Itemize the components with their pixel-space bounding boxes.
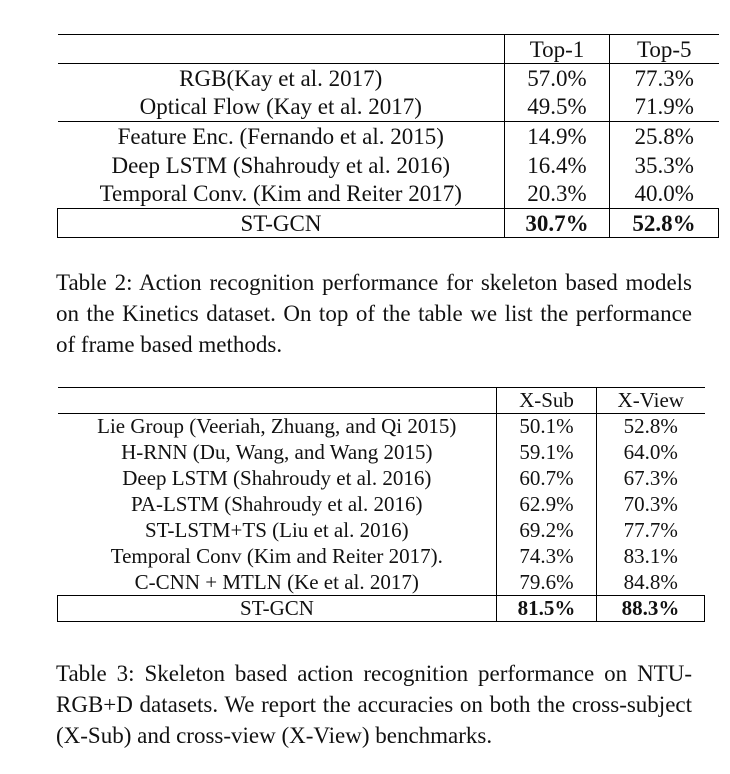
- top1-cell: 14.9%: [505, 122, 610, 151]
- xview-cell: 67.3%: [597, 466, 705, 492]
- xsub-cell: 69.2%: [497, 518, 597, 544]
- method-cell: Temporal Conv (Kim and Reiter 2017).: [110, 544, 443, 568]
- header-top1: Top-1: [505, 35, 610, 64]
- header-method: [58, 35, 505, 64]
- header-xview: X-View: [597, 388, 705, 414]
- table-row: [58, 518, 705, 544]
- table-row: [58, 440, 705, 466]
- table-row: [58, 570, 705, 596]
- top5-cell: 77.3%: [610, 64, 719, 93]
- top5-cell: 25.8%: [610, 122, 719, 151]
- top1-cell: 49.5%: [505, 93, 610, 122]
- table-row: [58, 466, 705, 492]
- method-cell: Deep LSTM (Shahroudy et al. 2016): [111, 152, 451, 178]
- method-cell: C-CNN + MTLN (Ke et al. 2017): [134, 569, 419, 594]
- xview-cell: 88.3%: [597, 596, 705, 622]
- method-cell: ST-GCN: [58, 209, 505, 238]
- xsub-cell: 62.9%: [497, 492, 597, 518]
- method-cell: ST-GCN: [58, 596, 497, 622]
- method-cell: Deep LSTM (Shahroudy et al. 2016): [122, 466, 432, 490]
- table-2-caption: Table 2: Action recognition performance for skeleton based models on the Kinetics dataset. On top of the table we list the performance of frame based methods.: [56, 270, 692, 357]
- header-method: [58, 388, 497, 414]
- top1-cell: 20.3%: [505, 180, 610, 209]
- xsub-cell: 60.7%: [497, 466, 597, 492]
- table-row-highlight: [58, 596, 705, 622]
- method-cell: Feature Enc. (Fernando et al. 2015): [58, 122, 505, 151]
- table-2: [57, 34, 719, 238]
- top5-cell: 52.8%: [610, 209, 719, 238]
- xsub-cell: 74.3%: [497, 544, 597, 570]
- xview-cell: 64.0%: [597, 440, 705, 466]
- header-top5: Top-5: [610, 35, 719, 64]
- xview-cell: 70.3%: [597, 492, 705, 518]
- method-cell: Lie Group (Veeriah, Zhuang, and Qi 2015): [58, 414, 497, 440]
- xview-cell: 83.1%: [597, 544, 705, 570]
- table-3: [57, 387, 705, 622]
- table-row: [58, 180, 719, 209]
- table-row: [58, 151, 719, 180]
- table-row-highlight: [58, 209, 719, 238]
- xsub-cell: 50.1%: [497, 414, 597, 440]
- table-row: [58, 544, 705, 570]
- top5-cell: 40.0%: [610, 180, 719, 209]
- table-row: [58, 414, 705, 440]
- xview-cell: 84.8%: [597, 570, 705, 596]
- top1-cell: 16.4%: [505, 151, 610, 180]
- top1-cell: 30.7%: [505, 209, 610, 238]
- table-header-row: [58, 35, 719, 64]
- method-cell: RGB(Kay et al. 2017): [58, 64, 505, 93]
- header-xsub: X-Sub: [497, 388, 597, 414]
- method-cell: Temporal Conv. (Kim and Reiter 2017): [99, 181, 462, 207]
- top5-cell: 71.9%: [610, 93, 719, 122]
- xview-cell: 52.8%: [597, 414, 705, 440]
- top1-cell: 57.0%: [505, 64, 610, 93]
- table-header-row: [58, 388, 705, 414]
- table-3-caption: Table 3: Skeleton based action recognition performance on NTU-RGB+D datasets. We report the accuracies on both the cross-subject (X-Sub) and cross-view (X-View) benchmarks.: [56, 661, 692, 748]
- table-row: [58, 122, 719, 151]
- xsub-cell: 59.1%: [497, 440, 597, 466]
- method-cell: PA-LSTM (Shahroudy et al. 2016): [131, 492, 423, 516]
- table-row: [58, 93, 719, 122]
- xsub-cell: 81.5%: [497, 596, 597, 622]
- method-cell: ST-LSTM+TS (Liu et al. 2016): [144, 518, 409, 542]
- method-cell: H-RNN (Du, Wang, and Wang 2015): [121, 440, 433, 464]
- top5-cell: 35.3%: [610, 151, 719, 180]
- xview-cell: 77.7%: [597, 518, 705, 544]
- table-row: [58, 64, 719, 93]
- xsub-cell: 79.6%: [497, 570, 597, 596]
- table-row: [58, 492, 705, 518]
- method-cell: Optical Flow (Kay et al. 2017): [139, 94, 422, 120]
